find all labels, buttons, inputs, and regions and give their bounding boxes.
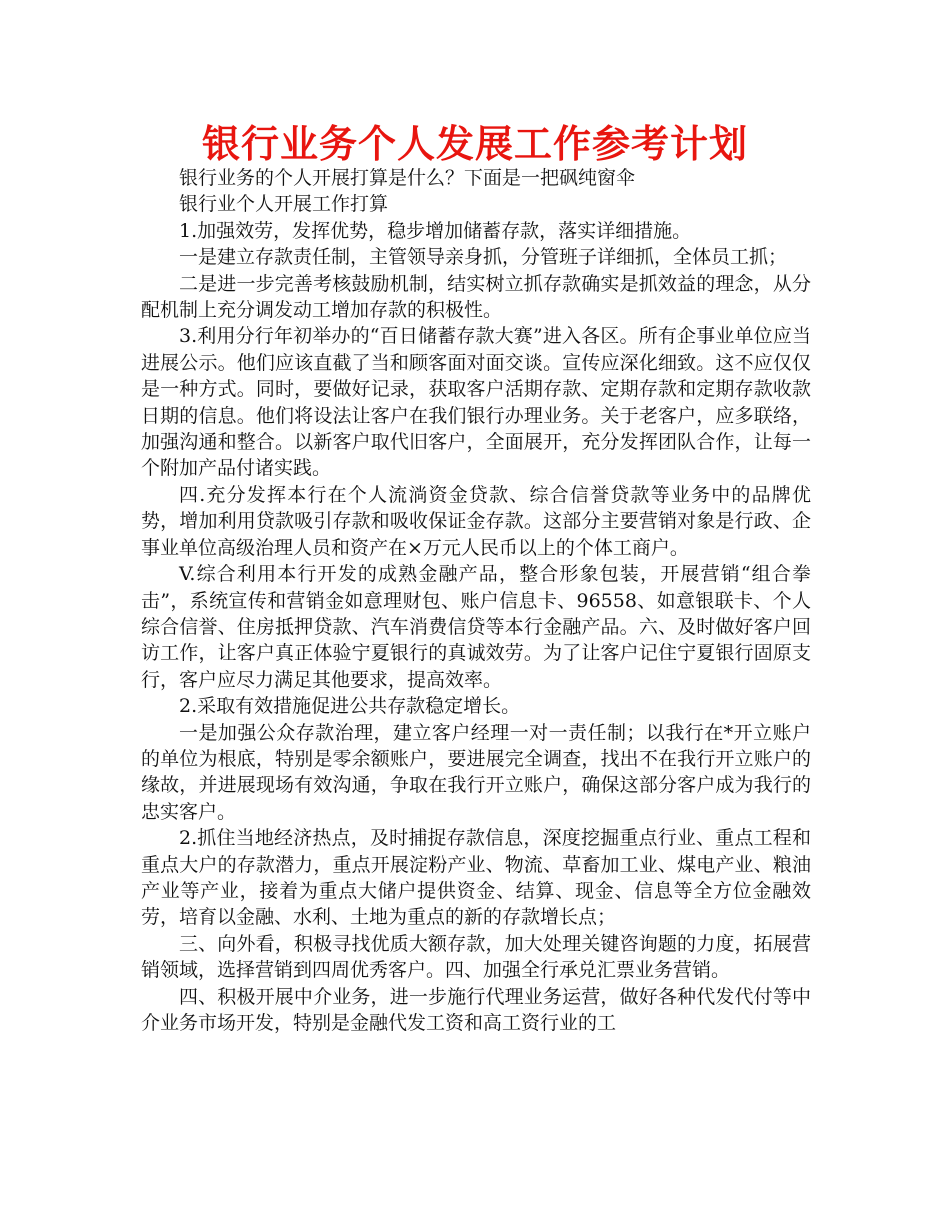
paragraph: 一是建立存款责任制，主管领导亲身抓，分管班子详细抓，全体员工抓； xyxy=(179,246,788,269)
paragraph: 3.利用分行年初举办的“百日储蓄存款大赛”进入各区。所有企事业单位应当进展公示。他们应该直截了当和顾客面对面交谈。宣传应深化细致。这不应仅仅是一种方式。同时，要做好记录，获取客户活期存款、定期存款和定期存款收款日期的信息。他们将设法让客户在我们银行办理业务。关于老客户，应多联络，加强沟通和整合。以新客户取代旧客户，全面展开，充分发挥团队合作，让每一个附加产品付诸实践。 xyxy=(141,325,811,480)
paragraph: 银行业个人开展工作打算 xyxy=(179,193,389,216)
paragraph: 银行业务的个人开展打算是什么？下面是一把砜纯窗伞 xyxy=(179,167,636,189)
paragraph: 1.加强效劳，发挥优势，稳步增加储蓄存款，落实详细措施。 xyxy=(179,219,692,242)
paragraph: 2.抓住当地经济热点，及时捕捉存款信息，深度挖掘重点行业、重点工程和重点大户的存款潜力，重点开展淀粉产业、物流、草畜加工业、煤电产业、粮油产业等产业，接着为重点大储户提供资金、结算、现金、信息等全方位金融效劳，培育以金融、水利、土地为重点的新的存款增长点； xyxy=(141,827,811,929)
paragraph: 一是加强公众存款治理，建立客户经理一对一责任制；以我行在*开立账户的单位为根底，特别是零余额账户，要进展完全调查，找出不在我行开立账户的缘故，并进展现场有效沟通，争取在我行开立账户，确保这部分客户成为我行的忠实客户。 xyxy=(141,721,811,823)
document-title: 银行业务个人发展工作参考计划 xyxy=(201,122,748,166)
paragraph: 四.充分发挥本行在个人流淌资金贷款、综合信誉贷款等业务中的品牌优势，增加利用贷款吸引存款和吸收保证金存款。这部分主要营销对象是行政、企事业单位高级治理人员和资产在×万元人民币以上的个体工商户。 xyxy=(141,483,811,559)
paragraph: 2.采取有效措施促进公共存款稳定增长。 xyxy=(179,695,521,718)
paragraph: 四、积极开展中介业务，进一步施行代理业务运营，做好各种代发代付等中介业务市场开发，特别是金融代发工资和高工资行业的工 xyxy=(141,985,811,1034)
document-body xyxy=(141,165,811,1036)
paragraph: V.综合利用本行开发的成熟金融产品，整合形象包装，开展营销“组合拳击”，系统宣传和营销金如意理财包、账户信息卡、96558、如意银联卡、个人综合信誉、住房抵押贷款、汽车消费信贷等本行金融产品。六、及时做好客户回访工作，让客户真正体验宁夏银行的真诚效劳。为了让客户记住宁夏银行固原支行，客户应尽力满足其他要求，提高效率。 xyxy=(141,563,811,691)
paragraph: 二是进一步完善考核鼓励机制，结实树立抓存款确实是抓效益的理念，从分配机制上充分调发动工增加存款的积极性。 xyxy=(141,272,811,322)
paragraph: 三、向外看，积极寻找优质大额存款，加大处理关键咨询题的力度，拓展营销领域，选择营销到四周优秀客户。四、加强全行承兑汇票业务营销。 xyxy=(141,932,811,982)
